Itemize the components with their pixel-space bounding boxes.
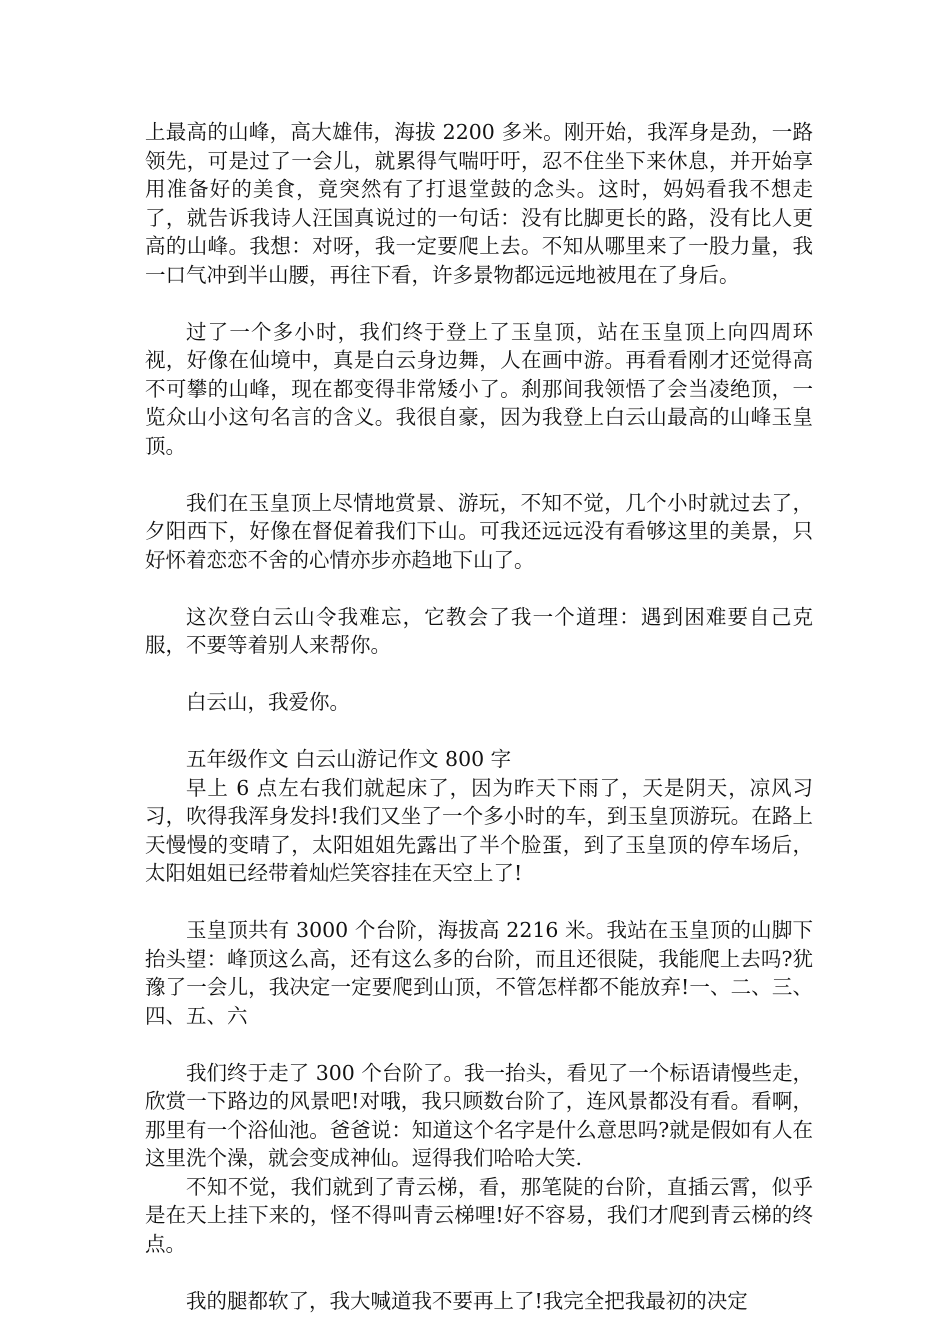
paragraph-4: 这次登白云山令我难忘，它教会了我一个道理：遇到困难要自己克服，不要等着别人来帮你。: [145, 604, 813, 657]
paragraph-2: 过了一个多小时，我们终于登上了玉皇顶，站在玉皇顶上向四周环视，好像在仙境中，真是白云身边舞，人在画中游。再看看刚才还觉得高不可攀的山峰，现在都变得非常矮小了。刹那间我领悟了会当凌绝顶，一览众山小这句名言的含义。我很自豪，因为我登上白云山最高的山峰玉皇顶。: [145, 319, 813, 458]
paragraph-7: 玉皇顶共有 3000 个台阶，海拔高 2216 米。我站在玉皇顶的山脚下抬头望：峰顶这么高，还有这么多的台阶，而且还很陡，我能爬上去吗?犹豫了一会儿，我决定一定要爬到山顶，不管怎样都不能放弃!一、二、三、四、五、六: [145, 918, 813, 1028]
paragraph-1: 上最高的山峰，高大雄伟，海拔 2200 多米。刚开始，我浑身是劲，一路领先，可是过了一会儿，就累得气喘吁吁，忍不住坐下来休息，并开始享用准备好的美食，竟突然有了打退堂鼓的念头。这时，妈妈看我不想走了，就告诉我诗人汪国真说过的一句话：没有比脚更长的路，没有比人更高的山峰。我想：对呀，我一定要爬上去。不知从哪里来了一股力量，我一口气冲到半山腰，再往下看，许多景物都远远地被甩在了身后。: [145, 120, 813, 287]
paragraph-8: 我们终于走了 300 个台阶了。我一抬头，看见了一个标语请慢些走，欣赏一下路边的风景吧!对哦，我只顾数台阶了，连风景都没有看。看啊，那里有一个浴仙池。爸爸说：知道这个名字是什么意思吗?就是假如有人在这里洗个澡，就会变成神仙。逗得我们哈哈大笑.: [145, 1060, 813, 1170]
paragraph-6: 早上 6 点左右我们就起床了，因为昨天下雨了，天是阴天，凉风习习，吹得我浑身发抖!我们又坐了一个多小时的车，到玉皇顶游玩。在路上天慢慢的变晴了，太阳姐姐先露出了半个脸蛋，到了玉皇顶的停车场后，太阳姐姐已经带着灿烂笑容挂在天空上了!: [145, 775, 813, 885]
paragraph-10: 我的腿都软了，我大喊道我不要再上了!我完全把我最初的决定: [186, 1288, 748, 1313]
paragraph-3: 我们在玉皇顶上尽情地赏景、游玩，不知不觉，几个小时就过去了，夕阳西下，好像在督促着我们下山。可我还远远没有看够这里的美景，只好怀着恋恋不舍的心情亦步亦趋地下山了。: [145, 490, 813, 572]
paragraph-9: 不知不觉，我们就到了青云梯，看，那笔陡的台阶，直插云霄，似乎是在天上挂下来的，怪不得叫青云梯哩!好不容易，我们才爬到青云梯的终点。: [145, 1174, 813, 1256]
document-page: [145, 118, 813, 1315]
essay-title: 五年级作文 白云山游记作文 800 字: [186, 747, 512, 771]
paragraph-5: 白云山，我爱你。: [186, 690, 350, 714]
